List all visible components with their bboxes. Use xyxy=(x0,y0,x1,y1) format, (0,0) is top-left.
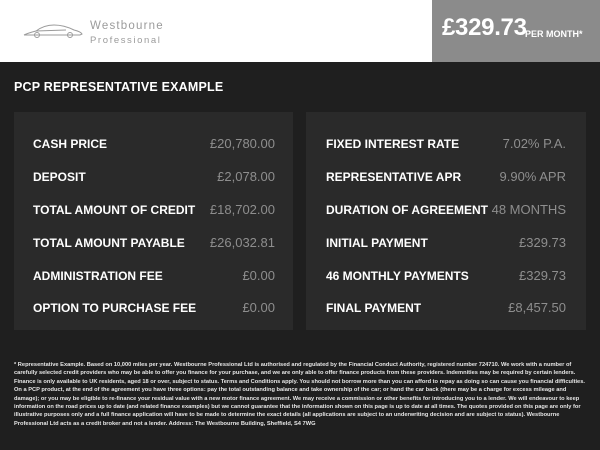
car-silhouette-icon xyxy=(22,20,84,40)
finance-row xyxy=(14,201,293,221)
finance-label: CASH PRICE xyxy=(33,137,108,151)
brand-name-line1: Westbourne xyxy=(90,20,164,32)
finance-label: OPTION TO PURCHASE FEE xyxy=(33,301,197,315)
finance-value: £18,702.00 xyxy=(209,202,275,217)
finance-row xyxy=(306,201,586,221)
finance-row xyxy=(306,135,586,155)
finance-panel-left xyxy=(14,112,293,330)
monthly-price-period: PER MONTH* xyxy=(525,29,583,39)
finance-row xyxy=(14,135,293,155)
finance-row xyxy=(14,168,293,188)
finance-value: £0.00 xyxy=(242,300,275,315)
finance-label: FIXED INTEREST RATE xyxy=(326,137,460,151)
brand-name xyxy=(90,20,164,47)
finance-panel-right xyxy=(306,112,586,330)
finance-label: REPRESENTATIVE APR xyxy=(326,170,462,184)
finance-row xyxy=(14,234,293,254)
finance-row xyxy=(14,267,293,287)
finance-label: DURATION OF AGREEMENT xyxy=(326,203,488,217)
finance-row xyxy=(306,234,586,254)
finance-value: £329.73 xyxy=(519,235,566,250)
finance-label: DEPOSIT xyxy=(33,170,86,184)
monthly-price-box xyxy=(432,0,600,62)
finance-label: 46 MONTHLY PAYMENTS xyxy=(326,269,469,283)
finance-value: £329.73 xyxy=(519,268,566,283)
brand-name-line2: Professional xyxy=(90,35,162,46)
brand-logo[interactable] xyxy=(22,18,222,46)
finance-value: £2,078.00 xyxy=(217,169,275,184)
finance-label: INITIAL PAYMENT xyxy=(326,236,428,250)
finance-label: TOTAL AMOUNT OF CREDIT xyxy=(33,203,196,217)
finance-value: £20,780.00 xyxy=(209,136,275,151)
finance-row xyxy=(14,299,293,319)
finance-row xyxy=(306,168,586,188)
monthly-price-amount: £329.73 xyxy=(442,14,527,41)
section-title: PCP REPRESENTATIVE EXAMPLE xyxy=(14,80,224,94)
finance-value: 9.90% APR xyxy=(499,169,566,184)
finance-value: 48 MONTHS xyxy=(491,202,566,217)
finance-label: FINAL PAYMENT xyxy=(326,301,422,315)
finance-disclaimer: * Representative Example. Based on 10,000 miles per year. Westbourne Professional Ltd is authorised and regulated by the Financial Conduct Authority, registered number 724710. We work with a number of carefully selected credit providers who may be able to offer you finance for your purchase, and we are only able to offer finance products from these providers. Indemnities may be required by certain lenders. Finance is only available to UK residents, aged 18 or over, subject to status. Terms and Conditions apply. You should not borrow more than you can afford to repay as doing so can cause you financial difficulties. On a PCP product, at the end of the agreement you have three options: pay the total outstanding balance and take ownership of the car; or hand the car back (there may be a charge for excess mileage and damage); or you may be eligible to re-finance your residual value with a new motor finance agreement. We may receive a commission or other benefits for introducing you to a lender. We will endeavour to keep information on the road prices up to date (and related finance examples) but we cannot guarantee that the information shown on this page is up to date at all times. The quotes provided on this page are only for illustrative purposes only and a full finance application will have to be made to determine the exact details (all applications are subject to an underwriting decision and are subject to status). Westbourne Professional Ltd acts as a credit broker and not a lender. Address: The Westbourne Building, Sheffield, S4 7WG xyxy=(14,362,585,427)
finance-row xyxy=(306,299,586,319)
finance-value: 7.02% P.A. xyxy=(502,136,566,151)
finance-value: £8,457.50 xyxy=(508,300,566,315)
finance-label: TOTAL AMOUNT PAYABLE xyxy=(33,236,185,250)
header xyxy=(0,0,600,62)
finance-value: £26,032.81 xyxy=(209,235,275,250)
finance-label: ADMINISTRATION FEE xyxy=(33,269,163,283)
finance-value: £0.00 xyxy=(242,268,275,283)
finance-row xyxy=(306,267,586,287)
